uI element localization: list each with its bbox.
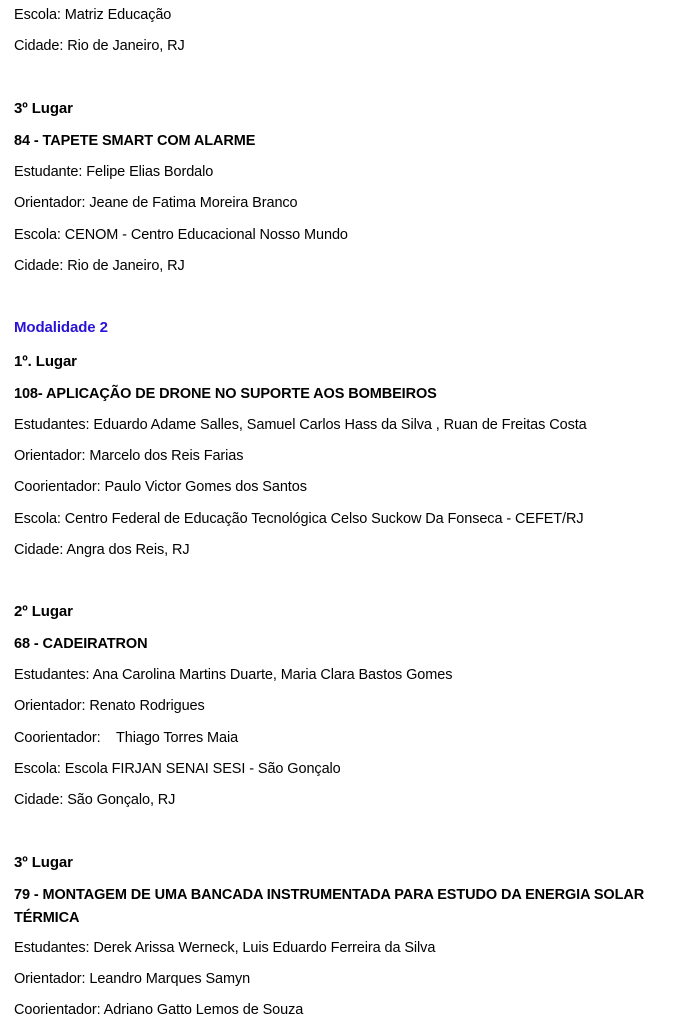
students-line: Estudantes: Derek Arissa Werneck, Luis Eduardo Ferreira da Silva: [14, 940, 436, 956]
place-heading: 3º Lugar: [14, 854, 73, 871]
project-title: 108- APLICAÇÃO DE DRONE NO SUPORTE AOS BOMBEIROS: [14, 386, 437, 402]
place-heading: 3º Lugar: [14, 100, 73, 117]
city-line: Cidade: Angra dos Reis, RJ: [14, 542, 190, 558]
coadvisor-line: Coorientador: Adriano Gatto Lemos de Souza: [14, 1002, 304, 1018]
city-line: Cidade: Rio de Janeiro, RJ: [14, 38, 185, 54]
advisor-line: Orientador: Jeane de Fatima Moreira Branco: [14, 195, 298, 211]
coadvisor-line: Coorientador: Thiago Torres Maia: [14, 730, 239, 746]
school-line: Escola: Escola FIRJAN SENAI SESI - São Gonçalo: [14, 761, 341, 777]
modality-heading: Modalidade 2: [14, 319, 108, 336]
advisor-line: Orientador: Marcelo dos Reis Farias: [14, 448, 244, 464]
place-heading: 2º Lugar: [14, 603, 73, 620]
city-line: Cidade: Rio de Janeiro, RJ: [14, 258, 185, 274]
project-title: 68 - CADEIRATRON: [14, 636, 148, 652]
students-line: Estudantes: Ana Carolina Martins Duarte, Maria Clara Bastos Gomes: [14, 667, 453, 683]
school-line: Escola: CENOM - Centro Educacional Nosso Mundo: [14, 227, 348, 243]
school-line: Escola: Centro Federal de Educação Tecnológica Celso Suckow Da Fonseca - CEFET/RJ: [14, 511, 584, 527]
advisor-line: Orientador: Renato Rodrigues: [14, 698, 205, 714]
students-line: Estudante: Felipe Elias Bordalo: [14, 164, 214, 180]
project-title: 84 - TAPETE SMART COM ALARME: [14, 133, 256, 149]
place-heading: 1º. Lugar: [14, 353, 77, 370]
city-line: Cidade: São Gonçalo, RJ: [14, 792, 176, 808]
school-line: Escola: Matriz Educação: [14, 7, 172, 23]
advisor-line: Orientador: Leandro Marques Samyn: [14, 971, 251, 987]
project-title: 79 - MONTAGEM DE UMA BANCADA INSTRUMENTADA PARA ESTUDO DA ENERGIA SOLAR TÉRMICA: [14, 887, 645, 926]
coadvisor-line: Coorientador: Paulo Victor Gomes dos Santos: [14, 479, 307, 495]
students-line: Estudantes: Eduardo Adame Salles, Samuel Carlos Hass da Silva , Ruan de Freitas Costa: [14, 417, 587, 433]
